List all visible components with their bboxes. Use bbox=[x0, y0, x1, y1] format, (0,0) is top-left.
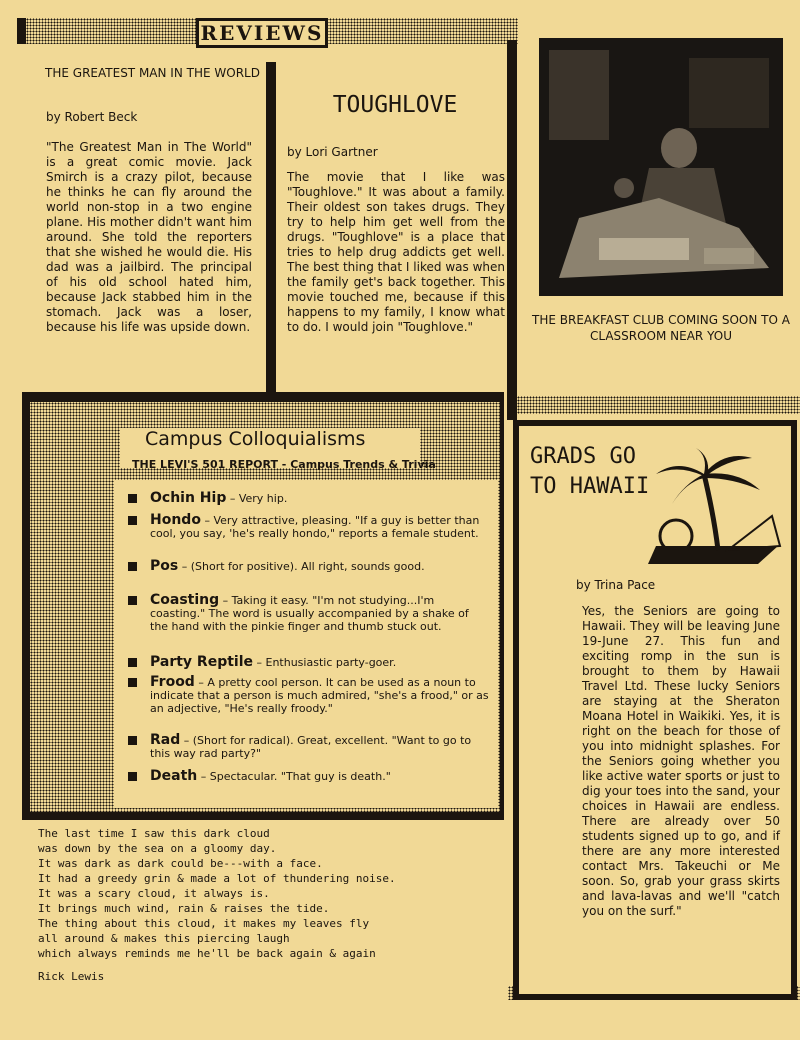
grads-body: Yes, the Seniors are going to Hawaii. They will be leaving June 19-June 27. This fun and exciting romp in the sun is brought to them by Hawaii Travel Ltd. These lucky Seniors are staying at the Sheraton Moana Hotel in Waikiki. Yes, it is right on the beach for those of you into midnight splashes. For the Seniors going whether you like active water sports or just to dig your toes into the sand, your choices in Hawaii are endless. There are already over 50 students signed up to go, and if there are any more interested contact Mrs. Takeuchi or Me soon. So, grab your grass skirts and lava-lavas and we'll "catch you on the surf." bbox=[582, 604, 780, 918]
movie-photo bbox=[539, 38, 783, 296]
term-definition: – (Short for radical). Great, excellent. "Want to go to this way rad party?" bbox=[150, 734, 472, 760]
bullet-square-icon bbox=[128, 494, 137, 503]
term-word: Coasting bbox=[150, 592, 220, 608]
reviews-heading: REVIEWS bbox=[196, 18, 328, 48]
colloquialisms-subtitle: THE LEVI'S 501 REPORT - Campus Trends & Trivia bbox=[132, 458, 436, 471]
term-item bbox=[128, 734, 490, 760]
term-item bbox=[128, 560, 490, 573]
review-title: THE GREATEST MAN IN THE WORLD bbox=[45, 66, 260, 80]
poem-text: The last time I saw this dark cloud was down by the sea on a gloomy day. It was dark as dark could be---with a face. It had a greedy grin & made a lot of thundering noise. It was a scary cloud, it always is. It brings much wind, rain & raises the tide. The thing about this cloud, it makes my leaves fly all around & makes this piercing laugh which always reminds me he'll be back again & again bbox=[38, 827, 396, 960]
term-item bbox=[128, 594, 490, 633]
bullet-square-icon bbox=[128, 736, 137, 745]
bullet-square-icon bbox=[128, 678, 137, 687]
term-word: Rad bbox=[150, 732, 181, 748]
term-word: Frood bbox=[150, 674, 195, 690]
bullet-square-icon bbox=[128, 596, 137, 605]
term-item bbox=[128, 514, 490, 540]
term-definition: – Spectacular. "That guy is death." bbox=[197, 770, 391, 783]
term-definition: – (Short for positive). All right, sounds good. bbox=[178, 560, 425, 573]
review-body: "The Greatest Man in The World" is a great comic movie. Jack Smirch is a crazy pilot, because he thinks he can fly around the world non-stop in a two engine plane. His mother didn't want him around. She told the reporters that she wished he would die. His dad was a jailbird. The principal of his old school hated him, because Jack stabbed him in the stomach. Jack was a loser, because his life was upside down. bbox=[46, 140, 252, 334]
bullet-square-icon bbox=[128, 516, 137, 525]
photo-caption: THE BREAKFAST CLUB COMING SOON TO A CLASSROOM NEAR YOU bbox=[532, 313, 790, 343]
column-divider bbox=[17, 18, 26, 44]
bullet-square-icon bbox=[128, 772, 137, 781]
divider-band bbox=[517, 396, 800, 414]
term-definition: – A pretty cool person. It can be used as a noun to indicate that a person is much admired, "she's a frood," or as an adjective, "He's really froody." bbox=[150, 676, 489, 715]
grads-byline: by Trina Pace bbox=[576, 578, 656, 592]
palm-tree-icon bbox=[648, 446, 788, 566]
grads-title: GRADS GO TO HAWAII bbox=[530, 444, 650, 499]
bullet-square-icon bbox=[128, 562, 137, 571]
term-item bbox=[128, 770, 490, 783]
poem-author: Rick Lewis bbox=[38, 970, 105, 983]
term-word: Ochin Hip bbox=[150, 490, 227, 506]
term-item bbox=[128, 676, 490, 715]
term-word: Pos bbox=[150, 558, 179, 574]
term-item bbox=[128, 656, 490, 669]
colloquialisms-title: Campus Colloquialisms bbox=[145, 428, 366, 450]
term-item bbox=[128, 492, 490, 505]
review-title: TOUGHLOVE bbox=[332, 92, 458, 118]
review-byline: by Robert Beck bbox=[46, 110, 138, 124]
term-word: Party Reptile bbox=[150, 654, 254, 670]
term-definition: – Very attractive, pleasing. "If a guy is better than cool, you say, 'he's really hondo," reports a female student. bbox=[150, 514, 480, 540]
term-word: Hondo bbox=[150, 512, 201, 528]
term-definition: – Very hip. bbox=[226, 492, 288, 505]
term-word: Death bbox=[150, 768, 198, 784]
review-body: The movie that I like was "Toughlove." It was about a family. Their oldest son takes drugs. They try to help him get well from the drugs. "Toughlove" is a place that tries to help drug addicts get well. The best thing that I liked was when the family get's back together. This movie touched me, because if this happens to my family, I know what to do. I would join "Toughlove." bbox=[287, 170, 505, 334]
column-divider bbox=[266, 62, 276, 392]
review-byline: by Lori Gartner bbox=[287, 145, 378, 159]
term-definition: – Taking it easy. "I'm not studying...I'm coasting." The word is usually accompanied by a shake of the hand with the pinkie finger and thumb stuck out. bbox=[150, 594, 469, 633]
term-definition: – Enthusiastic party-goer. bbox=[253, 656, 397, 669]
bullet-square-icon bbox=[128, 658, 137, 667]
